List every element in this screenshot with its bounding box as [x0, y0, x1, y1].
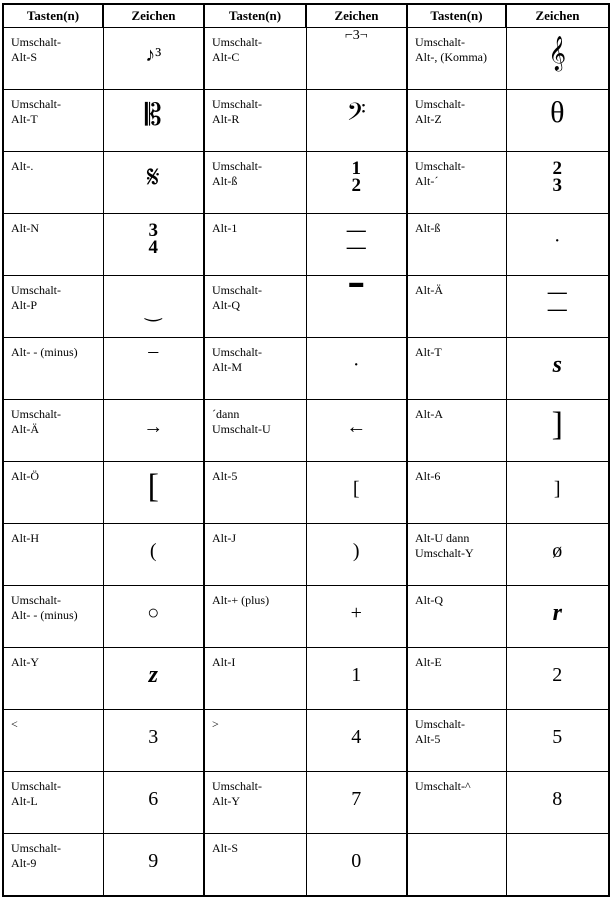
key-combo-cell [407, 338, 506, 400]
key-combo-text: Alt-Ä [415, 283, 443, 297]
symbol-cell [306, 214, 407, 276]
key-symbol-table [2, 3, 610, 897]
one-two-icon: 1 2 [351, 158, 361, 196]
symbol-cell [103, 648, 204, 710]
left-bracket-icon: [ [352, 478, 360, 500]
key-combo-cell [204, 338, 306, 400]
zero-icon: 0 [351, 850, 362, 872]
alto-clef-icon: 𝄡 [144, 98, 162, 133]
symbol-cell [103, 276, 204, 338]
key-combo-cell [407, 834, 506, 897]
key-combo-cell [3, 648, 103, 710]
triplet-bracket-icon: ⌐3¬ [344, 28, 368, 43]
symbol-cell [506, 338, 609, 400]
key-combo-text: < [11, 717, 18, 731]
table-row [3, 276, 609, 338]
key-combo-cell [407, 586, 506, 648]
table-row [3, 462, 609, 524]
key-combo-cell [204, 90, 306, 152]
key-combo-cell [3, 710, 103, 772]
key-combo-cell [3, 772, 103, 834]
double-dash-icon: — — [346, 220, 366, 258]
key-combo-text: Alt-+ (plus) [212, 593, 270, 607]
symbol-cell [306, 152, 407, 214]
symbol-cell [506, 276, 609, 338]
table-row [3, 524, 609, 586]
two-three-icon: 2 3 [552, 158, 562, 196]
z-dynamic-icon: z [148, 662, 158, 688]
key-combo-cell [407, 524, 506, 586]
key-combo-text: Alt-N [11, 221, 39, 235]
key-combo-text: Umschalt- Alt-L [11, 779, 61, 808]
key-combo-text: Alt-Q [415, 593, 443, 607]
key-combo-cell [204, 524, 306, 586]
key-combo-cell [204, 710, 306, 772]
left-paren-icon: ( [149, 540, 157, 562]
bass-clef-icon: 𝄢 [346, 98, 366, 133]
symbol-cell [103, 524, 204, 586]
key-combo-text: Alt-. [11, 159, 34, 173]
right-bracket-icon: ] [551, 406, 563, 443]
symbol-cell [506, 400, 609, 462]
key-combo-text: > [212, 717, 219, 731]
key-combo-text: Alt-ß [415, 221, 441, 235]
table-row [3, 586, 609, 648]
two-icon: 2 [552, 664, 563, 686]
symbol-cell [506, 462, 609, 524]
symbol-cell [306, 400, 407, 462]
key-combo-text: Umschalt- Alt-R [212, 97, 262, 126]
symbol-cell [103, 214, 204, 276]
key-combo-text: Umschalt- Alt-, (Komma) [415, 35, 487, 64]
key-combo-text: Alt-Ö [11, 469, 39, 483]
four-icon: 4 [351, 726, 362, 748]
key-combo-text: Umschalt- Alt-´ [415, 159, 465, 188]
key-combo-cell [204, 214, 306, 276]
key-combo-text: Alt-6 [415, 469, 441, 483]
key-combo-text: Umschalt- Alt-S [11, 35, 61, 64]
key-combo-text: Umschalt- Alt-Q [212, 283, 262, 312]
header-keys-3: Tasten(n) [407, 4, 506, 28]
key-combo-cell [407, 710, 506, 772]
table-row [3, 90, 609, 152]
symbol-cell [306, 648, 407, 710]
segno-icon: 𝄋 [146, 160, 160, 195]
key-combo-cell [204, 772, 306, 834]
key-combo-cell [3, 152, 103, 214]
symbol-cell [306, 586, 407, 648]
six-icon: 6 [148, 788, 159, 810]
treble-clef-icon: 𝄞 [548, 36, 567, 71]
symbol-cell [506, 90, 609, 152]
key-combo-cell [3, 28, 103, 90]
one-icon: 1 [351, 664, 362, 686]
table-row [3, 400, 609, 462]
symbol-cell [103, 152, 204, 214]
key-combo-text: Alt-J [212, 531, 236, 545]
arrow-right-icon: → [143, 416, 164, 438]
key-combo-cell [407, 28, 506, 90]
symbol-cell [103, 710, 204, 772]
key-combo-cell [3, 400, 103, 462]
key-combo-cell [407, 462, 506, 524]
key-combo-cell [204, 648, 306, 710]
right-paren-icon: ) [352, 540, 360, 562]
key-combo-cell [407, 90, 506, 152]
key-combo-cell [204, 462, 306, 524]
symbol-cell [103, 90, 204, 152]
three-four-icon: 3 4 [148, 220, 158, 258]
symbol-cell [306, 338, 407, 400]
key-combo-text: Umschalt-^ [415, 779, 471, 793]
table-row [3, 338, 609, 400]
table-row [3, 152, 609, 214]
key-combo-text: Alt-5 [212, 469, 238, 483]
key-combo-cell [407, 152, 506, 214]
s-dynamic-icon: s [552, 352, 562, 378]
key-combo-text: ´dann Umschalt-U [212, 407, 271, 436]
key-combo-text: Umschalt- Alt-Z [415, 97, 465, 126]
key-combo-cell [3, 276, 103, 338]
key-combo-text: Umschalt- Alt- - (minus) [11, 593, 78, 622]
key-combo-cell [3, 462, 103, 524]
seven-icon: 7 [351, 788, 362, 810]
table-row [3, 772, 609, 834]
symbol-cell [306, 710, 407, 772]
symbol-cell [103, 586, 204, 648]
table-row [3, 834, 609, 897]
symbol-cell [506, 214, 609, 276]
r-dynamic-icon: r [552, 600, 562, 626]
key-combo-cell [407, 648, 506, 710]
key-combo-text: Umschalt- Alt-P [11, 283, 61, 312]
symbol-cell [103, 462, 204, 524]
key-combo-text: Alt-A [415, 407, 443, 421]
key-combo-text: Alt-I [212, 655, 236, 669]
key-combo-text: Alt-Y [11, 655, 39, 669]
nine-icon: 9 [148, 850, 159, 872]
dot-icon: · [553, 230, 561, 252]
minus-icon: – [148, 340, 159, 362]
dot-icon: · [352, 354, 360, 376]
key-combo-cell [3, 524, 103, 586]
symbol-cell [506, 648, 609, 710]
symbol-cell [306, 462, 407, 524]
plus-icon: + [350, 602, 362, 624]
key-combo-text: Alt- - (minus) [11, 345, 78, 359]
symbol-cell [306, 28, 407, 90]
arrow-left-icon: ← [346, 416, 367, 438]
symbol-cell [506, 586, 609, 648]
key-combo-cell [3, 90, 103, 152]
symbol-cell [103, 338, 204, 400]
circle-icon: ○ [147, 602, 160, 624]
key-combo-cell [407, 214, 506, 276]
symbol-cell [506, 710, 609, 772]
symbol-cell [306, 834, 407, 897]
key-combo-cell [204, 834, 306, 897]
key-combo-cell [204, 152, 306, 214]
symbol-cell [103, 834, 204, 897]
symbol-cell [306, 276, 407, 338]
left-bracket-icon: [ [147, 468, 159, 505]
half-rest-icon: ▬ [349, 276, 364, 291]
key-combo-cell [204, 276, 306, 338]
key-combo-text: Umschalt- Alt-5 [415, 717, 465, 746]
key-combo-cell [407, 400, 506, 462]
tie-icon: ‿ [145, 300, 162, 322]
symbol-cell [506, 152, 609, 214]
key-combo-text: Alt-E [415, 655, 442, 669]
key-combo-cell [407, 276, 506, 338]
key-combo-cell [204, 586, 306, 648]
header-symbol-1: Zeichen [103, 4, 204, 28]
symbol-cell [306, 524, 407, 586]
symbol-cell [103, 772, 204, 834]
key-combo-text: Umschalt- Alt-Y [212, 779, 262, 808]
key-combo-cell [3, 338, 103, 400]
key-combo-text: Alt-U dann Umschalt-Y [415, 531, 474, 560]
symbol-cell [306, 90, 407, 152]
header-symbol-3: Zeichen [506, 4, 609, 28]
symbol-cell [103, 28, 204, 90]
key-combo-text: Umschalt- Alt-T [11, 97, 61, 126]
symbol-cell [506, 28, 609, 90]
header-row [3, 4, 609, 28]
symbol-cell [506, 834, 609, 897]
key-combo-cell [407, 772, 506, 834]
header-keys-1: Tasten(n) [3, 4, 103, 28]
three-icon: 3 [148, 726, 159, 748]
double-dash-icon: — — [547, 282, 567, 320]
key-combo-cell [204, 28, 306, 90]
key-combo-cell [3, 214, 103, 276]
header-keys-2: Tasten(n) [204, 4, 306, 28]
symbol-cell [103, 400, 204, 462]
eight-icon: 8 [552, 788, 563, 810]
key-combo-text: Alt-H [11, 531, 39, 545]
five-icon: 5 [552, 726, 563, 748]
key-combo-cell [3, 586, 103, 648]
key-combo-text: Umschalt- Alt-ß [212, 159, 262, 188]
key-combo-text: Alt-T [415, 345, 442, 359]
header-symbol-2: Zeichen [306, 4, 407, 28]
key-combo-text: Alt-1 [212, 221, 238, 235]
table-row [3, 648, 609, 710]
right-bracket-icon: ] [553, 478, 561, 500]
slashed-o-icon: ø [552, 540, 563, 562]
key-combo-text: Umschalt- Alt-C [212, 35, 262, 64]
table-row [3, 28, 609, 90]
key-combo-text: Umschalt- Alt-9 [11, 841, 61, 870]
key-combo-text: Alt-S [212, 841, 239, 855]
triplet-note-icon: ♪³ [145, 44, 162, 66]
symbol-cell [306, 772, 407, 834]
key-combo-text: Umschalt- Alt-M [212, 345, 262, 374]
symbol-cell [506, 524, 609, 586]
table-row [3, 214, 609, 276]
key-combo-cell [3, 834, 103, 897]
key-combo-cell [204, 400, 306, 462]
key-combo-text: Umschalt- Alt-Ä [11, 407, 61, 436]
symbol-cell [506, 772, 609, 834]
theta-icon: θ [550, 96, 565, 129]
table-row [3, 710, 609, 772]
